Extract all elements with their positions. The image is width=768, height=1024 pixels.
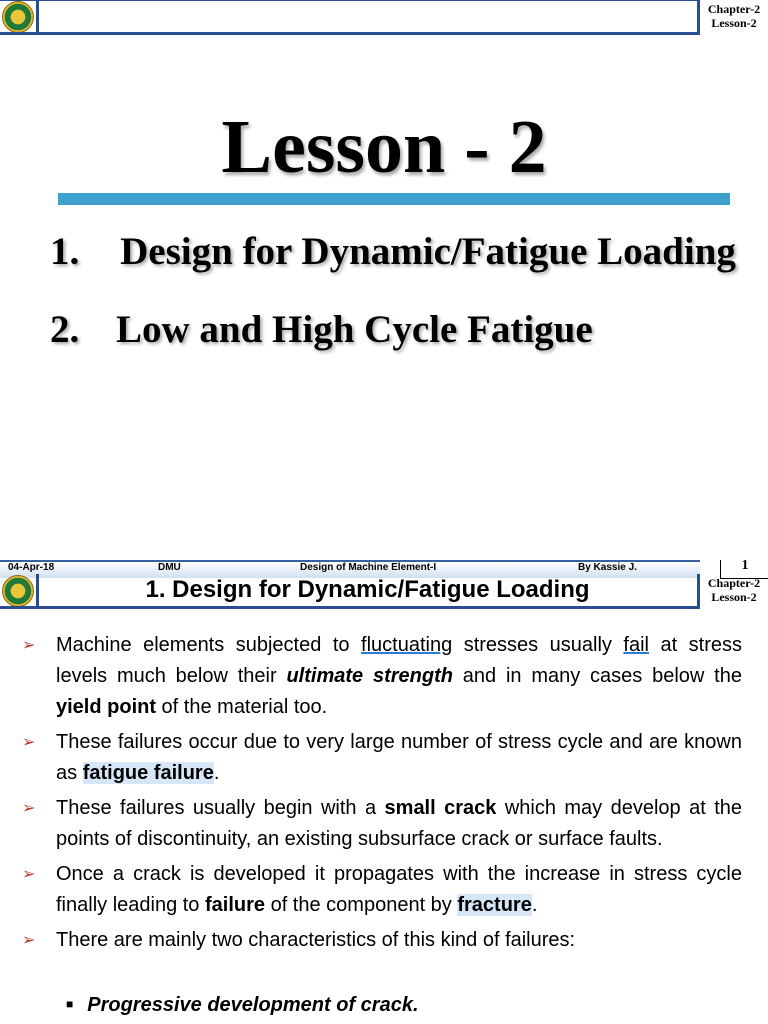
- footer-org: DMU: [158, 562, 181, 573]
- bullet-text: of the component by: [265, 894, 458, 916]
- arrow-bullet-icon: ➢: [22, 932, 36, 949]
- bullet-text: There are mainly two characteristics of this kind of failures:: [56, 929, 576, 951]
- university-logo-icon: [2, 1, 34, 33]
- lesson-text: Lesson-2: [711, 16, 757, 30]
- bullet-text: and in many cases below the: [452, 665, 742, 687]
- bullet-item: [22, 859, 742, 921]
- bullet-text: These failures occur due to very large number of stress cycle and are known as: [56, 731, 742, 784]
- topic-list: [50, 224, 740, 380]
- bullet-item: [22, 793, 742, 855]
- bullet-text: small crack: [384, 797, 497, 819]
- header-rule-bottom: [0, 32, 700, 35]
- footer-date: 04-Apr-18: [8, 562, 55, 573]
- bullet-text: failure: [204, 894, 266, 916]
- chapter-text: Chapter-2: [707, 2, 761, 16]
- lesson-text: Lesson-2: [711, 590, 757, 604]
- header-rule-bottom: [0, 606, 700, 609]
- square-bullet-icon: ■: [66, 997, 74, 1011]
- bullet-text: at stress levels much below their: [56, 634, 742, 687]
- lesson-title: Lesson - 2: [221, 105, 547, 189]
- footer-author: By Kassie J.: [578, 562, 637, 573]
- bullet-text: which may develop at the points of discontinuity, an existing subsurface crack or surface faults.: [56, 797, 742, 850]
- topic-text: Design for Dynamic/Fatigue Loading: [120, 230, 736, 273]
- arrow-bullet-icon: ➢: [22, 734, 36, 751]
- arrow-bullet-icon: ➢: [22, 866, 36, 883]
- page-number: 1: [720, 560, 768, 579]
- topic-item: [50, 302, 740, 358]
- bullet-text: stresses usually: [452, 634, 624, 656]
- bullet-item: [22, 727, 742, 789]
- sub-bullet-text: Progressive development of crack.: [87, 994, 419, 1016]
- bullet-text: These failures usually begin with a: [56, 797, 385, 819]
- slide-2: [0, 560, 768, 1024]
- bullet-text: fluctuating: [361, 634, 453, 656]
- bullet-text: .: [213, 762, 220, 784]
- sub-bullet: [66, 994, 419, 1017]
- chapter-text: Chapter-2: [707, 576, 761, 590]
- chapter-label: [697, 0, 768, 33]
- bullet-text: .: [531, 894, 538, 916]
- title-underline: [58, 193, 730, 205]
- topic-item: [50, 224, 740, 280]
- bullet-item: [22, 630, 742, 723]
- bullet-text: fatigue failure: [82, 762, 214, 784]
- slide-header: [0, 0, 768, 36]
- university-logo-icon: [2, 575, 34, 607]
- slide-title: 1. Design for Dynamic/Fatigue Loading: [145, 576, 590, 603]
- chapter-label: [697, 574, 768, 607]
- topic-text: Low and High Cycle Fatigue: [116, 308, 593, 351]
- bullet-text: yield point: [56, 696, 156, 718]
- bullet-text: fracture: [457, 894, 532, 916]
- arrow-bullet-icon: ➢: [22, 800, 36, 817]
- bullet-text: of the material too.: [156, 696, 328, 718]
- bullet-text: ultimate strength: [286, 665, 453, 687]
- topic-number: 1.: [50, 230, 80, 273]
- bullet-text: Once a crack is developed it propagates with the increase in stress cycle finally leading to: [56, 863, 742, 916]
- header-rule-top: [0, 0, 700, 1]
- arrow-bullet-icon: ➢: [22, 637, 36, 654]
- header-divider: [36, 574, 39, 607]
- bullet-text: Machine elements subjected to: [56, 634, 362, 656]
- slide-header: [0, 574, 768, 610]
- bullet-item: [22, 925, 742, 956]
- bullet-text: fail: [623, 634, 649, 656]
- topic-number: 2.: [50, 308, 80, 351]
- bullet-list: [22, 630, 742, 960]
- footer-course: Design of Machine Element-I: [300, 562, 437, 573]
- header-divider: [36, 0, 39, 33]
